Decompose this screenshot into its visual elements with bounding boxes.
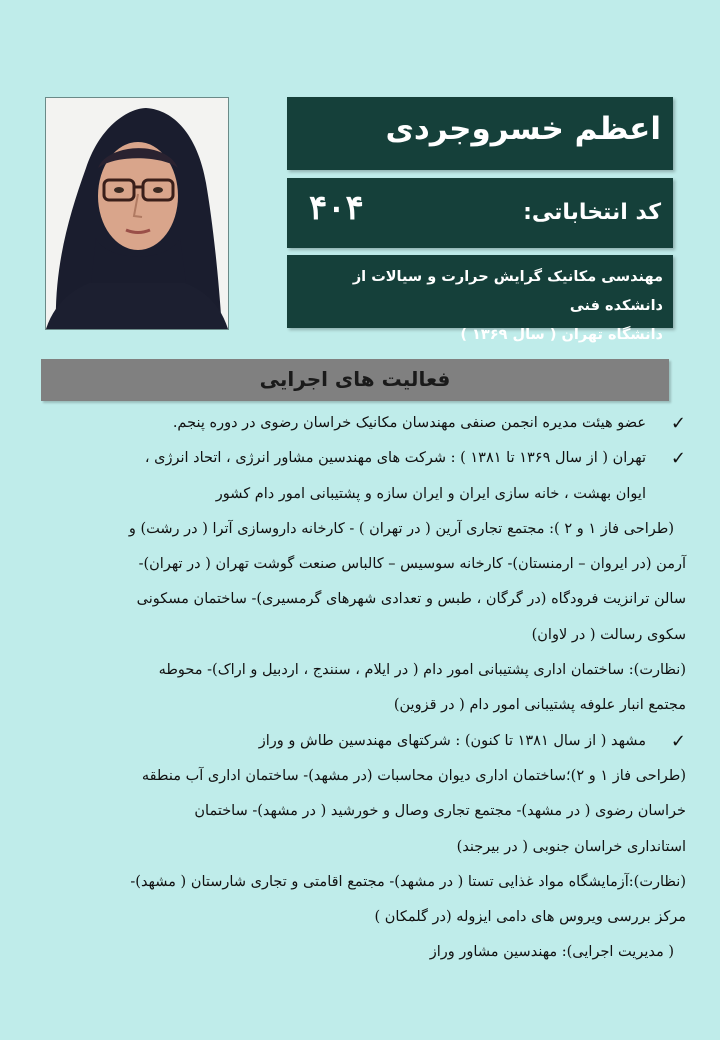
line-text: مرکز بررسی ویروس های دامی ایزوله (در گلمکان )	[374, 909, 686, 926]
line-text: (نظارت): ساختمان اداری پشتیبانی امور دام ( در ایلام ، سنندج ، اردبیل و اراک)- محوطه	[158, 662, 686, 679]
education-box	[287, 255, 673, 343]
list-item	[52, 441, 686, 476]
code-value: ۴۰۴	[309, 188, 364, 228]
education-line-2: دانشگاه تهران ( سال ۱۳۶۹ )	[460, 327, 663, 343]
line-text: خراسان رضوی ( در مشهد)- مجتمع تجاری وصال و خورشید ( در مشهد)- ساختمان	[194, 803, 686, 820]
paragraph-line	[52, 900, 686, 935]
paragraph-line	[52, 759, 686, 794]
paragraph-line	[52, 582, 686, 617]
list-item	[52, 724, 686, 759]
line-text: تهران ( از سال ۱۳۶۹ تا ۱۳۸۱ ) : شرکت های مهندسین مشاور انرژی ، اتحاد انرژی ،	[144, 450, 646, 467]
education-line-1: مهندسی مکانیک گرایش حرارت و سیالات از دانشکده فنی	[352, 269, 663, 314]
line-text: سکوی رسالت ( در لاوان)	[531, 626, 686, 643]
line-text: (طراحی فاز ۱ و ۲ ): مجتمع تجاری آرین ( در تهران ) - کارخانه داروسازی آترا ( در رشت) و	[128, 520, 674, 537]
candidate-name: اعظم خسروجردی	[385, 111, 661, 147]
line-text: ایوان بهشت ، خانه سازی ایران و ایران سازه و پشتیبانی امور دام کشور	[215, 485, 646, 502]
code-label: کد انتخاباتی:	[523, 200, 661, 225]
paragraph-line	[52, 830, 686, 865]
paragraph-line	[52, 865, 686, 900]
line-text: ( مدیریت اجرایی): مهندسین مشاور وراز	[429, 944, 674, 961]
paragraph-line	[52, 794, 686, 829]
activities-list	[52, 406, 686, 971]
list-item	[52, 406, 686, 441]
line-text: (نظارت):آزمایشگاه مواد غذایی تستا ( در مشهد)- مجتمع اقامتی و تجاری شارستان ( مشهد)-	[130, 873, 686, 890]
line-text: مشهد ( از سال ۱۳۸۱ تا کنون) : شرکتهای مهندسین طاش و وراز	[258, 732, 646, 749]
section-header	[41, 359, 669, 401]
line-text: مجتمع انبار علوفه پشتیبانی امور دام ( در قزوین)	[393, 697, 686, 714]
line-text: عضو هیئت مدیره انجمن صنفی مهندسان مکانیک خراسان رضوی در دوره پنجم.	[172, 415, 646, 431]
paragraph-line	[52, 547, 686, 582]
paragraph-line	[52, 688, 686, 723]
section-title: فعالیت های اجرایی	[259, 367, 451, 391]
profile-photo	[45, 97, 229, 330]
code-box	[287, 178, 673, 248]
line-text: استانداری خراسان جنوبی ( در بیرجند)	[456, 838, 686, 855]
paragraph-line	[52, 618, 686, 653]
list-item-continuation	[52, 477, 686, 512]
line-text: (طراحی فاز ۱ و ۲)؛ساختمان اداری دیوان محاسبات (در مشهد)- ساختمان اداری آب منطقه	[141, 767, 686, 784]
paragraph-line	[52, 512, 686, 547]
paragraph-line	[52, 653, 686, 688]
paragraph-line	[52, 935, 686, 970]
name-box	[287, 97, 673, 170]
line-text: آرمن (در ایروان – ارمنستان)- کارخانه سوسیس – کالباس صنعت گوشت تهران ( در تهران)-	[138, 556, 686, 573]
check-icon: ✓	[670, 730, 686, 752]
check-icon: ✓	[670, 448, 686, 470]
education-text	[293, 263, 663, 350]
line-text: سالن ترانزیت فرودگاه (در گرگان ، طبس و تعدادی شهرهای گرمسیری)- ساختمان مسکونی	[136, 591, 686, 608]
check-icon: ✓	[670, 413, 686, 434]
